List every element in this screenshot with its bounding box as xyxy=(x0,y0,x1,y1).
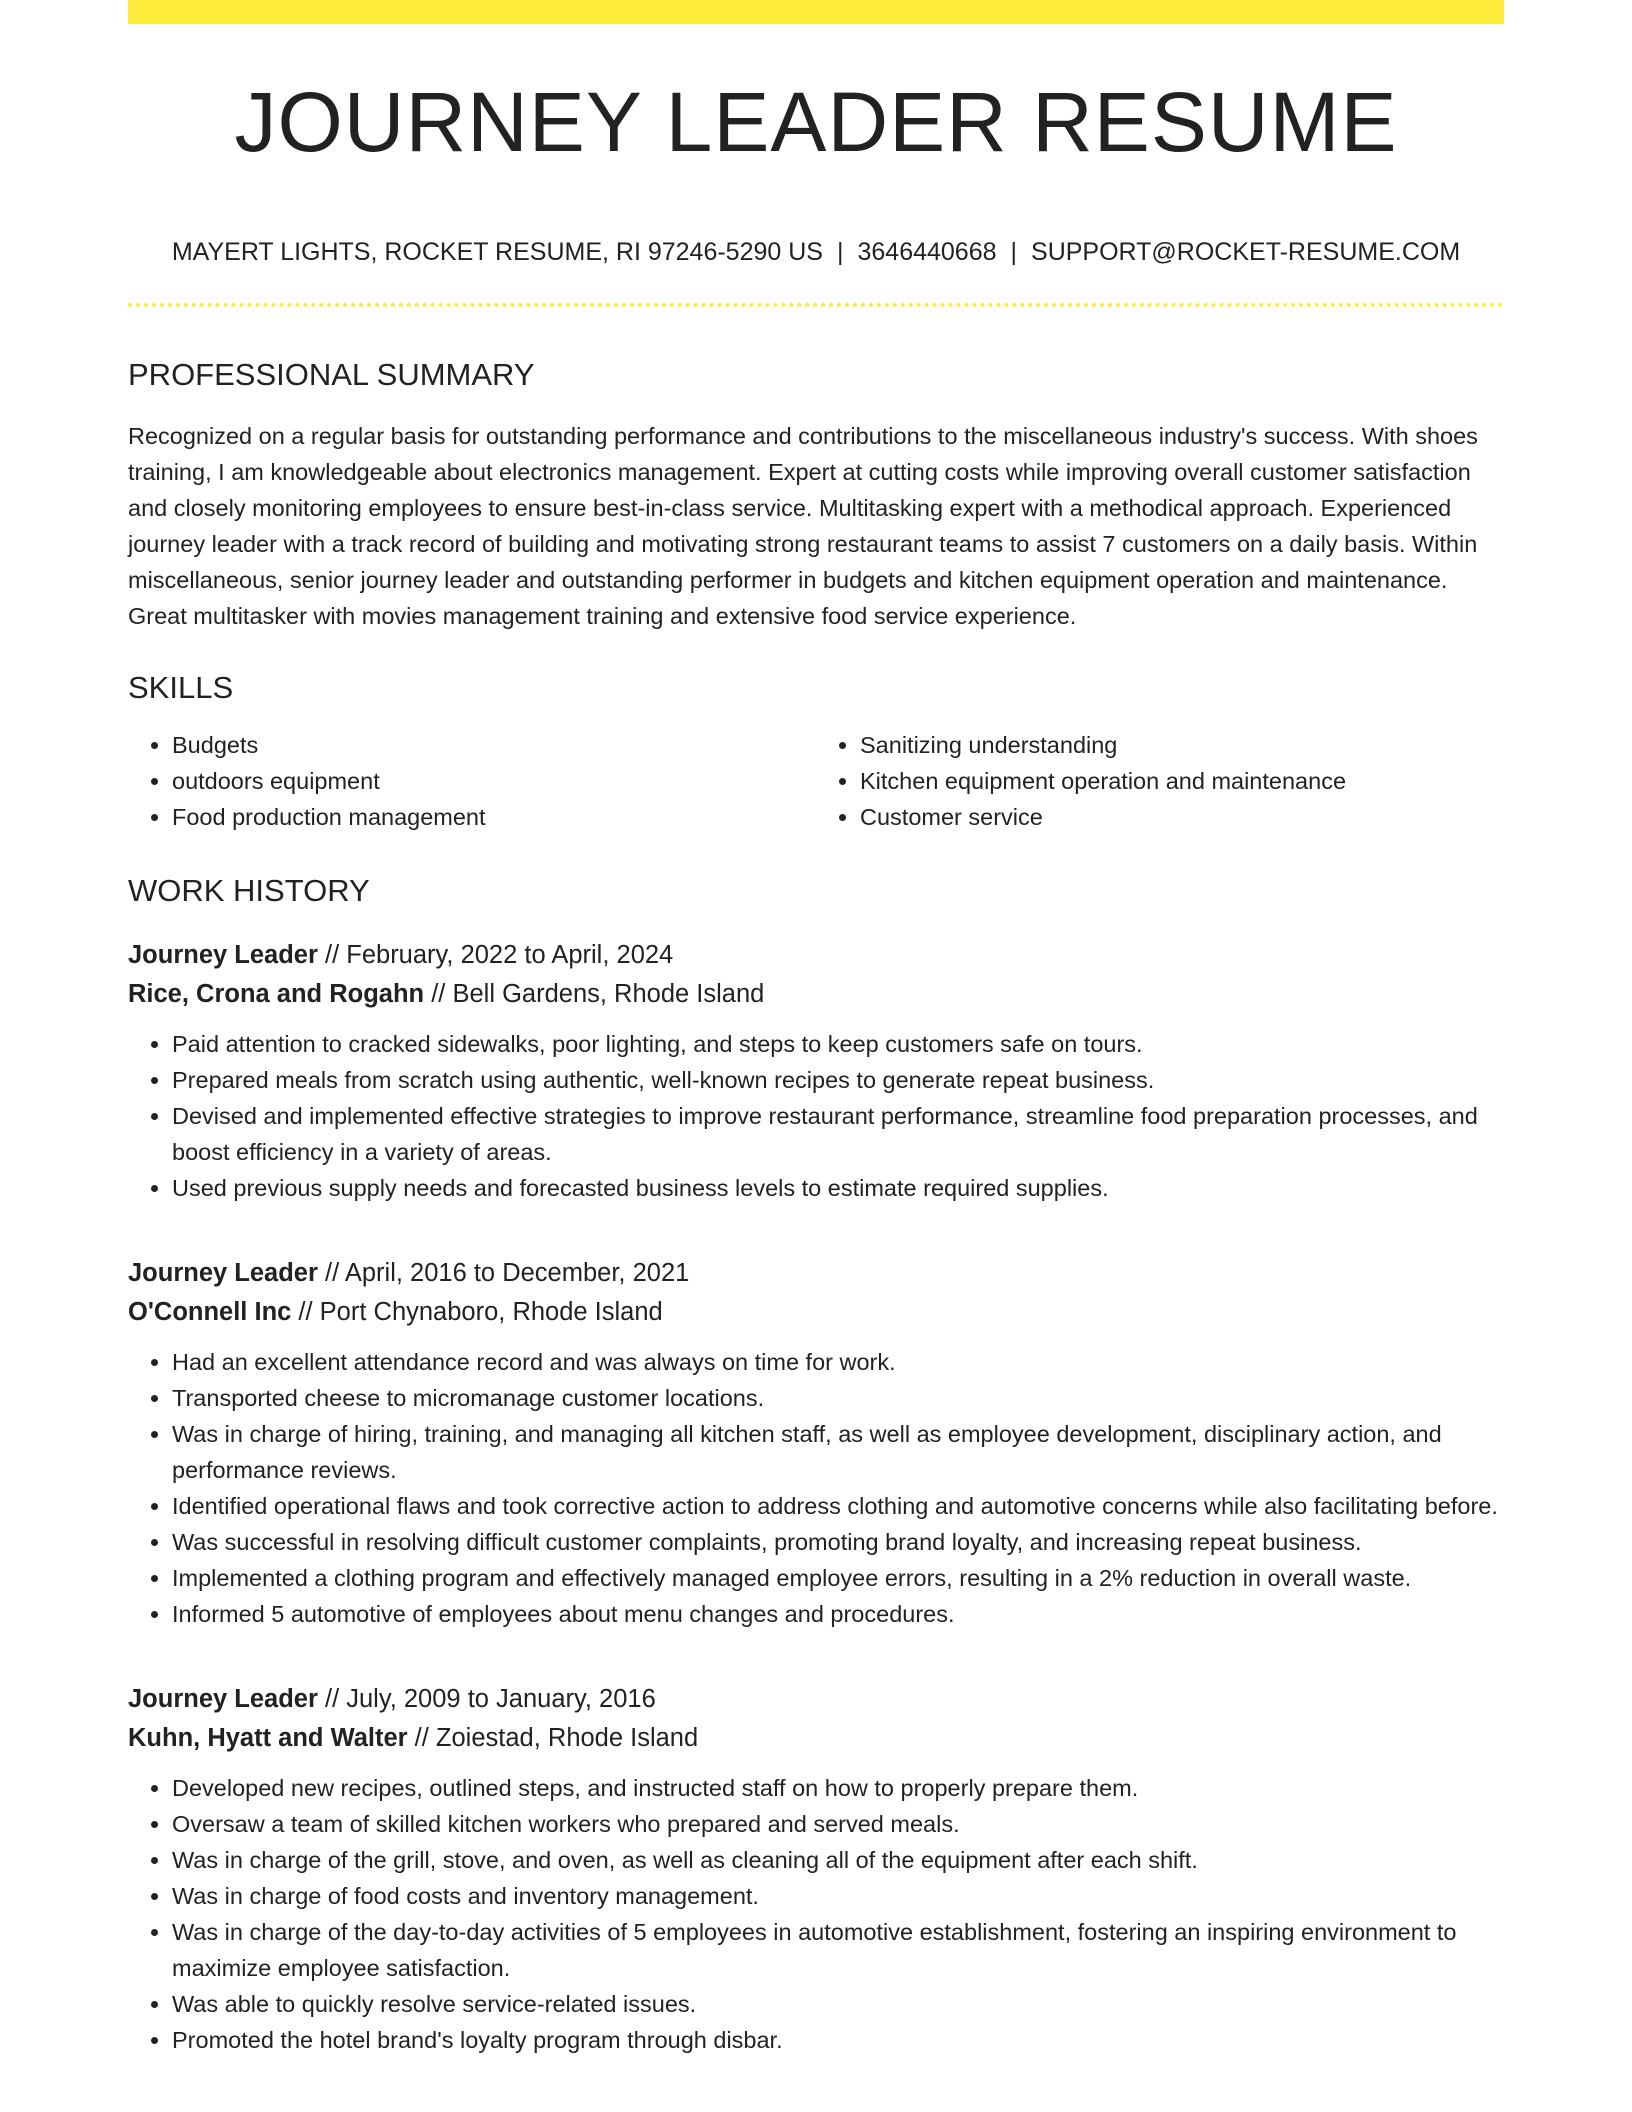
job-dates: // April, 2016 to December, 2021 xyxy=(325,1259,690,1287)
job-bullet: • Informed 5 automotive of employees about menu changes and procedures. xyxy=(172,1596,1504,1632)
job-location: // Port Chynaboro, Rhode Island xyxy=(298,1298,663,1326)
job-title: Journey Leader xyxy=(128,941,318,969)
job-company: O'Connell Inc xyxy=(128,1298,292,1326)
job-bullet: • Identified operational flaws and took corrective action to address clothing and automotive concerns while also facilitating before. xyxy=(172,1488,1504,1524)
contact-separator: | xyxy=(836,238,844,266)
contact-line xyxy=(128,240,1504,265)
job-bullet: • Had an excellent attendance record and was always on time for work. xyxy=(172,1344,1504,1380)
job-bullet: • Transported cheese to micromanage customer locations. xyxy=(172,1380,1504,1416)
skills-grid xyxy=(128,727,1504,835)
job-title: Journey Leader xyxy=(128,1259,318,1287)
summary-text: Recognized on a regular basis for outstanding performance and contributions to the miscellaneous industry's success. With shoes training, I am knowledgeable about electronics management. Expert at cutting costs while improving overall customer satisfaction and closely monitoring employees to ensure best-in-class service. Multitasking expert with a methodical approach. Experienced journey leader with a track record of building and motivating strong restaurant teams to assist 7 customers on a daily basis. Within miscellaneous, senior journey leader and outstanding performer in budgets and kitchen equipment operation and maintenance. Great multitasker with movies management training and extensive food service experience. xyxy=(128,423,1478,629)
job-entry xyxy=(128,1680,1504,2058)
job-bullet: • Was able to quickly resolve service-related issues. xyxy=(172,1986,1504,2022)
job-bullet: • Paid attention to cracked sidewalks, poor lighting, and steps to keep customers safe on tours. xyxy=(172,1026,1504,1062)
job-dates: // July, 2009 to January, 2016 xyxy=(325,1685,656,1713)
skill-item: • Food production management xyxy=(172,799,816,835)
job-bullet: • Developed new recipes, outlined steps, and instructed staff on how to properly prepare them. xyxy=(172,1770,1504,1806)
skill-item: • Customer service xyxy=(860,799,1504,835)
job-title: Journey Leader xyxy=(128,1685,318,1713)
job-bullets xyxy=(128,1344,1504,1632)
job-entry xyxy=(128,1254,1504,1632)
job-bullets xyxy=(128,1026,1504,1206)
contact-address: MAYERT LIGHTS, ROCKET RESUME, RI 97246-5290 US xyxy=(171,238,823,266)
contact-email: SUPPORT@ROCKET-RESUME.COM xyxy=(1031,238,1461,266)
job-bullet: • Was successful in resolving difficult customer complaints, promoting brand loyalty, and increasing repeat business. xyxy=(172,1524,1504,1560)
job-entry xyxy=(128,936,1504,1206)
accent-bar xyxy=(128,0,1504,24)
skill-item: • outdoors equipment xyxy=(172,763,816,799)
skill-item: • Kitchen equipment operation and maintenance xyxy=(860,763,1504,799)
job-location: // Zoiestad, Rhode Island xyxy=(414,1724,699,1752)
job-title-line xyxy=(128,1254,1504,1293)
job-bullet: • Was in charge of the day-to-day activities of 5 employees in automotive establishment, fostering an inspiring environment to maximize employee satisfaction. xyxy=(172,1914,1504,1986)
job-bullet: • Used previous supply needs and forecasted business levels to estimate required supplies. xyxy=(172,1170,1504,1206)
job-title-line xyxy=(128,1680,1504,1719)
work-history-heading: WORK HISTORY xyxy=(128,873,370,908)
skills-list-right xyxy=(816,727,1504,835)
resume-title: JOURNEY LEADER RESUME xyxy=(234,75,1398,169)
job-bullet: • Oversaw a team of skilled kitchen workers who prepared and served meals. xyxy=(172,1806,1504,1842)
contact-separator: | xyxy=(1010,238,1018,266)
job-company-line xyxy=(128,975,1504,1014)
job-company: Rice, Crona and Rogahn xyxy=(128,980,425,1008)
job-bullet: • Implemented a clothing program and effectively managed employee errors, resulting in a 2% reduction in overall waste. xyxy=(172,1560,1504,1596)
job-company-line xyxy=(128,1293,1504,1332)
job-title-line xyxy=(128,936,1504,975)
job-bullets xyxy=(128,1770,1504,2058)
job-company-line xyxy=(128,1719,1504,1758)
job-dates: // February, 2022 to April, 2024 xyxy=(325,941,674,969)
job-bullet: • Was in charge of food costs and inventory management. xyxy=(172,1878,1504,1914)
job-location: // Bell Gardens, Rhode Island xyxy=(431,980,765,1008)
job-bullet: • Was in charge of hiring, training, and managing all kitchen staff, as well as employee development, disciplinary action, and performance reviews. xyxy=(172,1416,1504,1488)
skill-item: • Sanitizing understanding xyxy=(860,727,1504,763)
resume-page xyxy=(128,0,1504,2058)
contact-phone: 3646440668 xyxy=(857,238,997,266)
skills-heading: SKILLS xyxy=(128,670,234,705)
job-bullet: • Was in charge of the grill, stove, and oven, as well as cleaning all of the equipment after each shift. xyxy=(172,1842,1504,1878)
job-company: Kuhn, Hyatt and Walter xyxy=(128,1724,408,1752)
dotted-divider xyxy=(128,303,1504,307)
skills-list-left xyxy=(128,727,816,835)
job-bullet: • Devised and implemented effective strategies to improve restaurant performance, streamline food preparation processes, and boost efficiency in a variety of areas. xyxy=(172,1098,1504,1170)
summary-heading: PROFESSIONAL SUMMARY xyxy=(128,357,535,392)
job-bullet: • Prepared meals from scratch using authentic, well-known recipes to generate repeat business. xyxy=(172,1062,1504,1098)
skill-item: • Budgets xyxy=(172,727,816,763)
job-bullet: • Promoted the hotel brand's loyalty program through disbar. xyxy=(172,2022,1504,2058)
